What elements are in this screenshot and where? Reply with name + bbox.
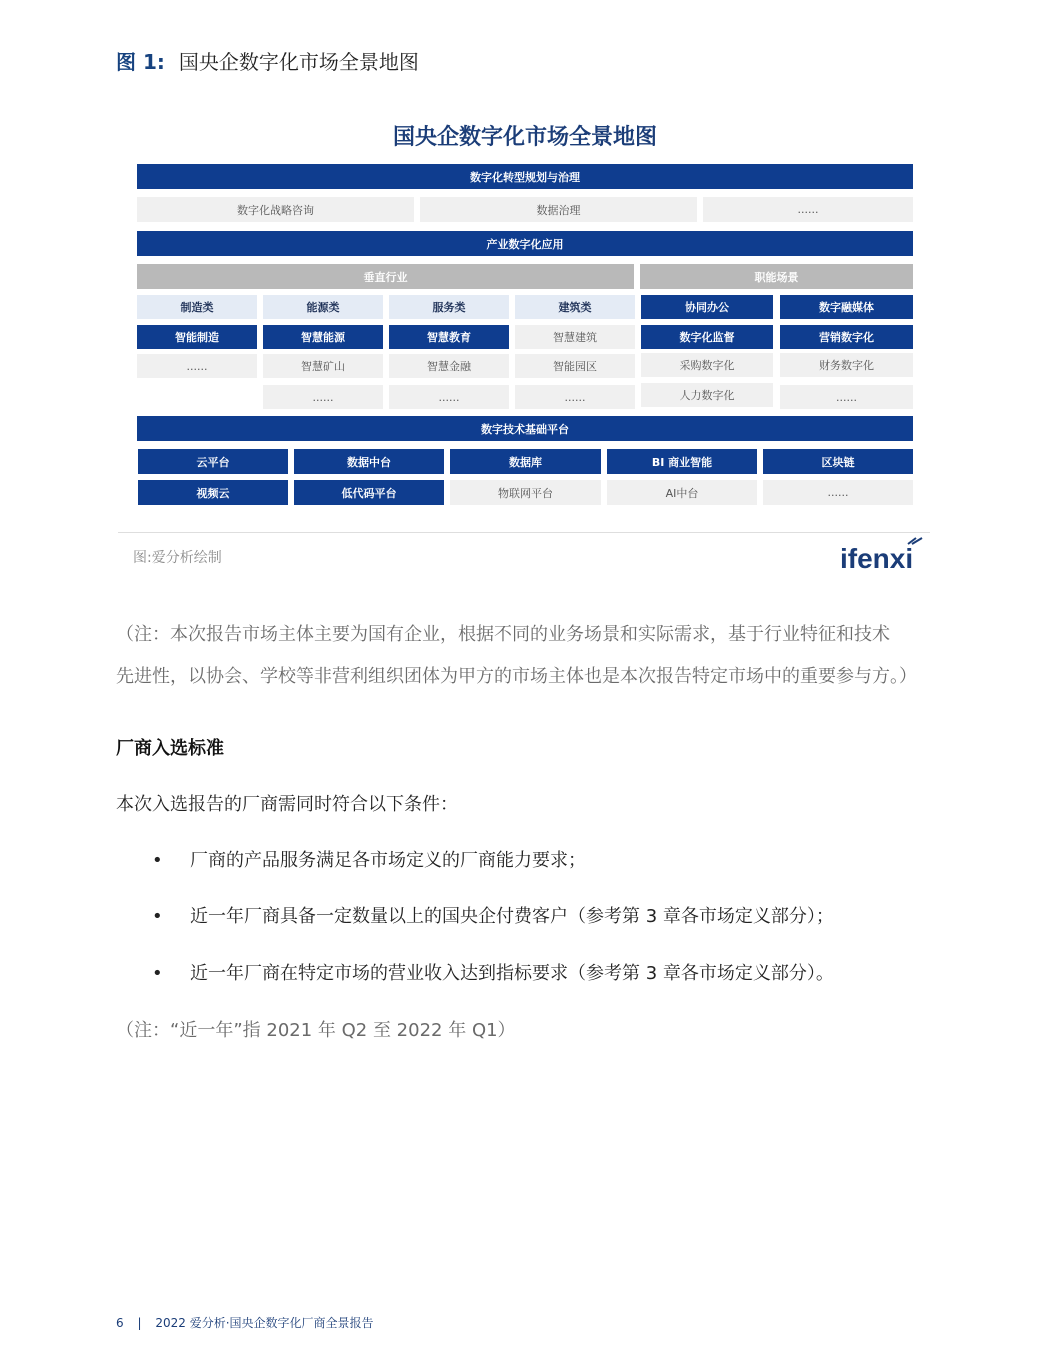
logo-text: ifenxi	[840, 543, 914, 574]
figure-caption	[116, 46, 419, 75]
functional-item: ......	[780, 385, 913, 409]
industry-header: 产业数字化应用	[137, 231, 913, 256]
planning-item: ......	[703, 197, 913, 222]
tech-header: 数字技术基础平台	[137, 416, 913, 441]
page-number: 6	[116, 1316, 124, 1330]
functional-item: 营销数字化	[780, 325, 913, 349]
vertical-category: 服务类	[389, 295, 509, 319]
page-footer	[116, 1314, 374, 1331]
criteria-item	[152, 846, 586, 872]
criteria-text: 厂商的产品服务满足各市场定义的厂商能力要求；	[190, 850, 586, 871]
functional-item: 财务数字化	[780, 353, 913, 377]
tech-item: ......	[763, 480, 913, 505]
diagram-title: 国央企数字化市场全景地图	[392, 125, 657, 150]
vertical-item: 智慧金融	[389, 354, 509, 378]
vertical-category: 制造类	[137, 295, 257, 319]
tech-item: 区块链	[763, 449, 913, 474]
figure-source: 图:爱分析绘制	[133, 550, 222, 566]
note-paragraph	[116, 614, 936, 698]
criteria-intro: 本次入选报告的厂商需同时符合以下条件：	[116, 794, 458, 815]
vertical-header: 垂直行业	[137, 264, 634, 289]
functional-item: 采购数字化	[641, 353, 773, 377]
vertical-item: 智慧能源	[263, 325, 383, 349]
criteria-text: 近一年厂商在特定市场的营业收入达到指标要求（参考第 3 章各市场定义部分）。	[190, 963, 834, 984]
criteria-item	[152, 902, 834, 928]
functional-category: 数字融媒体	[780, 295, 913, 319]
bullet-icon: •	[152, 963, 163, 984]
planning-header: 数字化转型规划与治理	[137, 164, 913, 189]
tech-item: 物联网平台	[450, 480, 601, 505]
tech-item: 低代码平台	[294, 480, 444, 505]
bullet-icon: •	[152, 906, 163, 927]
vertical-item: ......	[389, 385, 509, 409]
vertical-category: 能源类	[263, 295, 383, 319]
functional-category: 协同办公	[641, 295, 773, 319]
figure-number: 图 1:	[116, 50, 165, 74]
section-heading: 厂商入选标准	[116, 738, 224, 759]
vertical-item: 智能园区	[515, 354, 635, 378]
tech-item: 数据库	[450, 449, 601, 474]
figure-caption-text: 国央企数字化市场全景地图	[178, 50, 419, 74]
ifenxi-logo	[836, 534, 926, 578]
vertical-item: ......	[263, 385, 383, 409]
vertical-item: 智慧教育	[389, 325, 509, 349]
vertical-item: ......	[137, 354, 257, 378]
planning-item: 数字化战略咨询	[137, 197, 414, 222]
diagram-divider	[118, 532, 930, 533]
vertical-item: ......	[515, 385, 635, 409]
footer-title: 2022 爱分析·国央企数字化厂商全景报告	[155, 1316, 374, 1330]
tech-item: 数据中台	[294, 449, 444, 474]
vertical-item: 智能制造	[137, 325, 257, 349]
footer-separator: |	[137, 1316, 142, 1330]
functional-item: 人力数字化	[641, 383, 773, 407]
vertical-category: 建筑类	[515, 295, 635, 319]
planning-item: 数据治理	[420, 197, 697, 222]
tech-item: 视频云	[138, 480, 288, 505]
tech-item: BI 商业智能	[607, 449, 757, 474]
note-line: 先进性，以协会、学校等非营利组织团体为甲方的市场主体也是本次报告特定市场中的重要参与方。）	[116, 666, 917, 687]
vertical-item: 智慧建筑	[515, 325, 635, 349]
note-line: （注：本次报告市场主体主要为国有企业，根据不同的业务场景和实际需求，基于行业特征和技术	[116, 624, 890, 645]
period-note: （注：“近一年”指 2021 年 Q2 至 2022 年 Q1）	[116, 1020, 516, 1041]
criteria-item	[152, 959, 834, 985]
functional-header: 职能场景	[640, 264, 913, 289]
bullet-icon: •	[152, 850, 163, 871]
tech-item: 云平台	[138, 449, 288, 474]
functional-item: 数字化监督	[641, 325, 773, 349]
tech-item: AI中台	[607, 480, 757, 505]
criteria-text: 近一年厂商具备一定数量以上的国央企付费客户（参考第 3 章各市场定义部分）；	[190, 906, 834, 927]
vertical-item: 智慧矿山	[263, 354, 383, 378]
